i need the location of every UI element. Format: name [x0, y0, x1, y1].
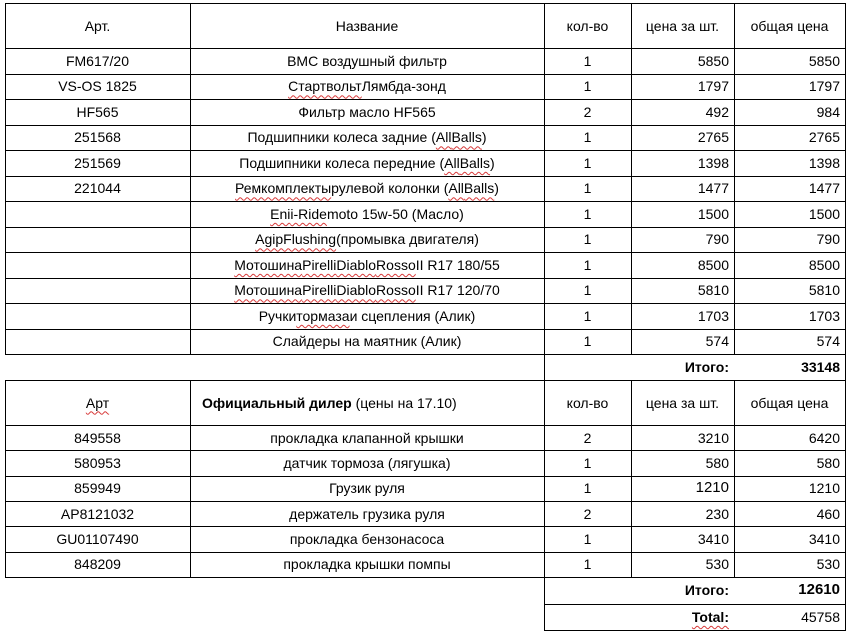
name-cell: BMC воздушный фильтр — [287, 52, 447, 69]
total-price-cell: 5810 — [808, 282, 840, 299]
grid-line — [5, 526, 846, 527]
grid-line — [5, 450, 846, 451]
qty-cell: 1 — [583, 454, 592, 471]
unit-price-cell: 530 — [705, 556, 729, 573]
unit-price-cell: 230 — [705, 505, 729, 522]
total-price-cell: 2765 — [808, 129, 840, 146]
grid-line — [631, 380, 632, 577]
name-cell: прокладка клапанной крышки — [270, 429, 464, 446]
qty-cell: 1 — [583, 231, 592, 248]
article-cell — [5, 278, 190, 304]
total-price-cell: 1398 — [808, 154, 840, 171]
article-cell — [5, 252, 190, 278]
total-price-cell: 984 — [816, 103, 840, 120]
qty-cell: 1 — [583, 78, 592, 95]
grid-line — [5, 125, 846, 126]
spellcheck-word: Balls — [459, 154, 491, 171]
qty-cell: 1 — [583, 480, 592, 497]
grand-total-label-text: Total: — [691, 609, 729, 625]
spellcheck-word: тормаза — [296, 307, 350, 324]
price-date-note: (цены на 17.10) — [355, 394, 457, 411]
spellcheck-word: All — [435, 129, 452, 146]
grid-line — [845, 3, 846, 354]
article-cell: FM617/20 — [65, 52, 130, 69]
unit-price-cell: 580 — [705, 454, 729, 471]
name-cell: Eni i-Ride moto 15w-50 (Масло) — [270, 205, 464, 222]
total-price-cell: 3410 — [808, 530, 840, 547]
grid-line — [5, 303, 846, 304]
unit-price-cell: 492 — [705, 103, 729, 120]
grid-line — [5, 3, 6, 354]
spellcheck-word: Diablo — [336, 282, 377, 299]
header-cell: Арт. — [84, 17, 111, 34]
article-cell — [5, 201, 190, 227]
grid-line — [5, 329, 846, 330]
spellcheck-word: Diablo — [336, 256, 377, 273]
spellcheck-word: Eni — [270, 205, 291, 222]
unit-price-cell: 1797 — [697, 78, 729, 95]
name-cell: прокладка крышки помпы — [283, 556, 451, 573]
qty-cell: 1 — [583, 556, 592, 573]
spellcheck-word: Pirelli — [302, 282, 337, 299]
grid-line — [734, 3, 735, 354]
total-price-cell: 580 — [816, 454, 840, 471]
grid-line — [5, 74, 846, 75]
unit-price-cell: 1210 — [695, 479, 729, 497]
qty-cell: 1 — [583, 530, 592, 547]
header-cell: цена за шт. — [645, 394, 720, 411]
grid-line — [5, 176, 846, 177]
name-cell: прокладка бензонасоса — [289, 530, 445, 547]
name-cell: Ручки тормаза и сцепления (Алик) — [258, 307, 476, 324]
article-cell: 580953 — [74, 454, 121, 471]
unit-price-cell: 5810 — [697, 282, 729, 299]
grid-line — [734, 380, 735, 577]
grid-line — [5, 380, 6, 577]
qty-cell: 1 — [583, 205, 592, 222]
unit-price-cell: 2765 — [697, 129, 729, 146]
total-price-cell: 790 — [816, 231, 840, 248]
article-cell: 859949 — [74, 480, 121, 497]
grid-line — [544, 380, 545, 577]
name-cell: Слайдеры на маятник (Алик) — [272, 333, 462, 350]
grid-line — [5, 150, 846, 151]
grid-line — [845, 577, 846, 630]
article-cell: 221044 — [74, 180, 121, 197]
article-cell — [5, 227, 190, 253]
unit-price-cell: 1703 — [697, 307, 729, 324]
header-cell — [5, 380, 190, 425]
qty-cell: 2 — [583, 429, 592, 446]
grid-line — [5, 380, 846, 381]
grid-line — [5, 3, 846, 4]
total-price-cell: 1477 — [808, 180, 840, 197]
grid-line — [5, 476, 846, 477]
grid-line — [845, 354, 846, 380]
total-price-cell: 1500 — [808, 205, 840, 222]
grid-line — [5, 577, 846, 578]
unit-price-cell: 1477 — [697, 180, 729, 197]
spellcheck-word: Agip — [255, 231, 284, 248]
grid-line — [5, 278, 846, 279]
spellcheck-word: Rosso — [376, 282, 416, 299]
header-cell: кол-во — [566, 17, 609, 34]
article-cell: 849558 — [74, 429, 121, 446]
qty-cell: 1 — [583, 52, 592, 69]
qty-cell: 1 — [583, 129, 592, 146]
unit-price-cell: 8500 — [697, 256, 729, 273]
grid-line — [5, 201, 846, 202]
name-cell: Agip Flushing (промывка двигателя) — [255, 231, 479, 248]
name-cell: Мотошина Pirelli Diablo Rosso II R17 120/70 — [234, 282, 500, 299]
spellcheck-word: i-Ride — [290, 205, 327, 222]
unit-price-cell: 1500 — [697, 205, 729, 222]
header-cell — [190, 380, 544, 425]
total-price-cell: 5850 — [808, 52, 840, 69]
header-cell: Название — [335, 17, 399, 34]
qty-cell: 1 — [583, 282, 592, 299]
spellcheck-word: All — [444, 154, 460, 171]
article-cell: VS-OS 1825 — [58, 78, 137, 95]
article-cell: HF565 — [76, 103, 119, 120]
name-cell: Подшипники колеса передние ( All Balls ) — [239, 154, 495, 171]
name-cell: Фильтр масло HF565 — [298, 103, 436, 120]
unit-price-cell: 1398 — [697, 154, 729, 171]
article-cell — [5, 303, 190, 329]
name-cell: Подшипники колеса задние ( All Balls ) — [247, 129, 487, 146]
grid-line — [190, 380, 191, 577]
name-cell: Мотошина Pirelli Diablo Rosso II R17 180/55 — [234, 256, 500, 273]
spellcheck-word: All — [448, 180, 464, 197]
spellcheck-word: Мотошина — [234, 282, 303, 299]
qty-cell: 2 — [583, 103, 592, 120]
name-cell: Ремкомплекты рулевой колонки ( All Balls ) — [235, 180, 499, 197]
grid-line — [5, 99, 846, 100]
unit-price-cell: 790 — [705, 231, 729, 248]
qty-cell: 1 — [583, 154, 592, 171]
grand-total-label — [544, 604, 734, 630]
spellcheck-word: Balls — [451, 129, 482, 146]
header-cell: кол-во — [566, 394, 609, 411]
grid-line — [190, 3, 191, 354]
spellcheck-word: Ремкомплекты — [235, 180, 332, 197]
grand-total-value: 45758 — [801, 609, 840, 625]
total-price-cell: 6420 — [808, 429, 840, 446]
header-article-label: Арт — [85, 394, 110, 411]
unit-price-cell: 3410 — [697, 530, 729, 547]
grid-line — [544, 577, 545, 630]
total-price-cell: 1210 — [808, 480, 840, 497]
total-price-cell: 1797 — [808, 78, 840, 95]
article-cell — [5, 329, 190, 355]
name-cell: Грузик руля — [329, 480, 405, 497]
total-price-cell: 530 — [816, 556, 840, 573]
unit-price-cell: 5850 — [697, 52, 729, 69]
qty-cell: 1 — [583, 180, 592, 197]
grid-line — [544, 604, 846, 605]
grid-line — [5, 252, 846, 253]
spellcheck-word: Стартвольт — [288, 78, 362, 95]
header-cell: общая цена — [750, 394, 829, 411]
qty-cell: 1 — [583, 256, 592, 273]
article-cell: 251569 — [74, 154, 121, 171]
grid-line — [631, 3, 632, 354]
total-price-cell: 574 — [816, 333, 840, 350]
subtotal-label: Итого: — [684, 359, 729, 375]
grid-line — [5, 425, 846, 426]
name-cell: Стартвольт Лямбда-зонд — [288, 78, 446, 95]
qty-cell: 2 — [583, 505, 592, 522]
header-cell: общая цена — [750, 17, 829, 34]
grid-line — [5, 354, 846, 355]
article-cell: AP8121032 — [60, 505, 135, 522]
qty-cell: 1 — [583, 307, 592, 324]
spellcheck-word: Rosso — [376, 256, 416, 273]
grid-line — [544, 630, 846, 631]
grid-line — [544, 3, 545, 354]
spellcheck-word: Flushing — [283, 231, 337, 248]
article-cell: 251568 — [74, 129, 121, 146]
grid-line — [5, 552, 846, 553]
name-cell: держатель грузика руля — [289, 505, 445, 522]
subtotal-label: Итого: — [684, 582, 729, 599]
unit-price-cell: 574 — [705, 333, 729, 350]
total-price-cell: 8500 — [808, 256, 840, 273]
spellcheck-word: Pirelli — [302, 256, 337, 273]
article-cell: GU01107490 — [56, 530, 139, 547]
grid-line — [5, 501, 846, 502]
qty-cell: 1 — [583, 333, 592, 350]
unit-price-cell: 3210 — [697, 429, 729, 446]
subtotal-value: 33148 — [801, 359, 840, 375]
total-price-cell: 1703 — [808, 307, 840, 324]
article-cell: 848209 — [74, 556, 121, 573]
header-cell: цена за шт. — [645, 17, 720, 34]
grid-line — [5, 227, 846, 228]
spellcheck-word: Мотошина — [234, 256, 303, 273]
grid-line — [845, 380, 846, 577]
name-cell: датчик тормоза (лягушка) — [283, 454, 451, 471]
grid-line — [5, 48, 846, 49]
spellcheck-word: Balls — [463, 180, 495, 197]
subtotal-value: 12610 — [798, 581, 840, 599]
dealer-heading: Официальный дилер — [202, 394, 352, 411]
grid-line — [544, 354, 545, 380]
total-price-cell: 460 — [816, 505, 840, 522]
